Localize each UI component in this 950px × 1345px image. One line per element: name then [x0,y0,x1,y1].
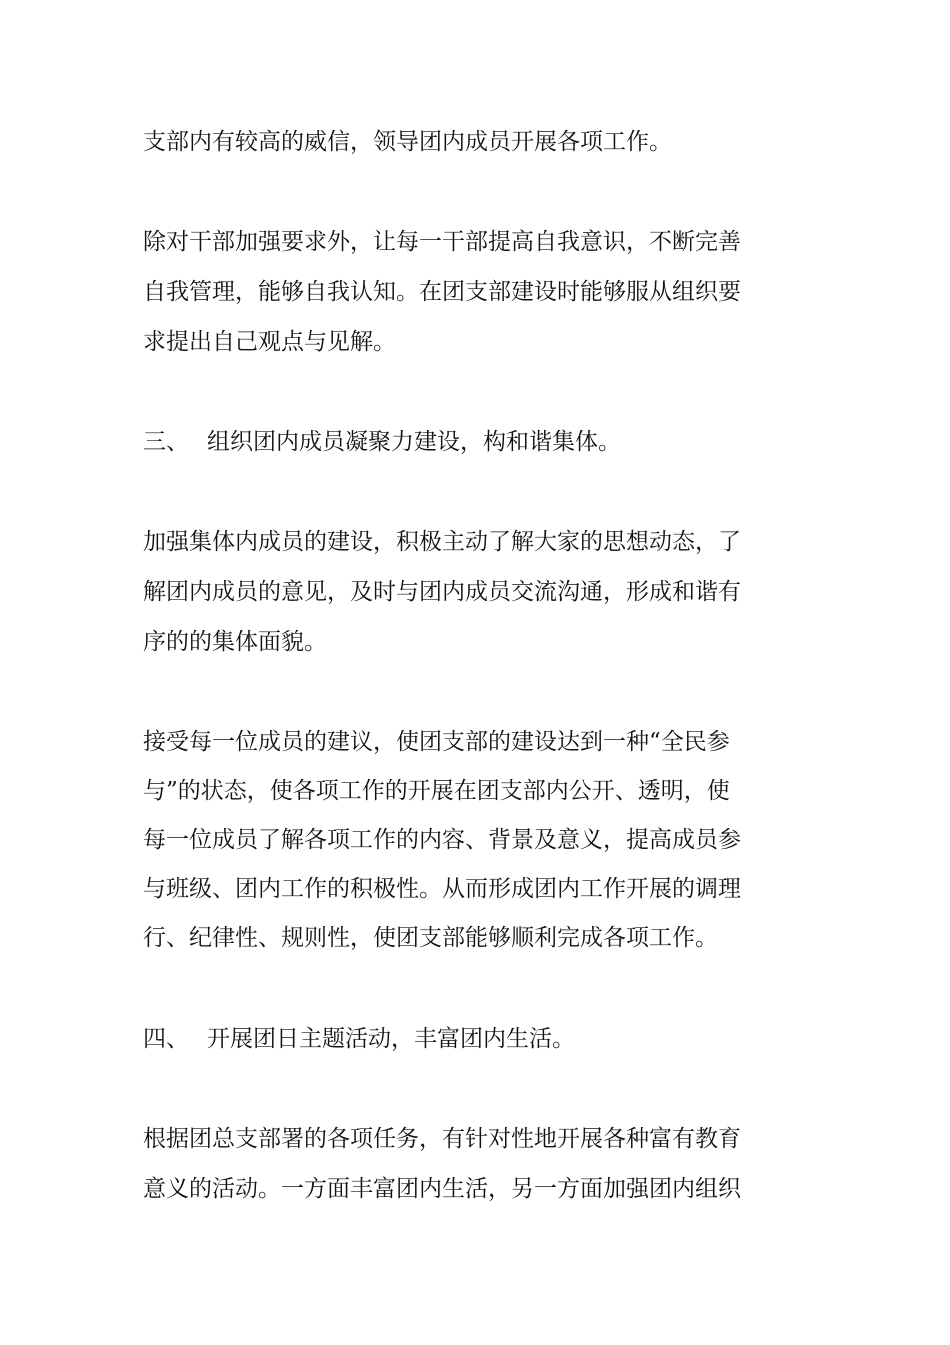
section-heading [143,1019,575,1059]
paragraph-line: 与班级、团内工作的积极性。从而形成团内工作开展的调理 [143,876,741,902]
paragraph-line: 行、纪律性、规则性，使团支部能够顺利完成各项工作。 [143,925,718,951]
paragraph-line: 根据团总支部署的各项任务，有针对性地开展各种富有教育 [143,1126,741,1152]
paragraph-line: 解团内成员的意见，及时与团内成员交流沟通，形成和谐有 [143,579,741,605]
paragraph-line: 自我管理，能够自我认知。在团支部建设时能够服从组织要 [143,279,741,305]
section-number: 四、 [143,1026,189,1052]
paragraph-line: 序的的集体面貌。 [143,629,327,655]
paragraph-line: 接受每一位成员的建议，使团支部的建设达到一种“全民参 [143,729,730,755]
section-title: 开展团日主题活动，丰富团内生活。 [207,1026,575,1052]
paragraph-line: 求提出自己观点与见解。 [143,329,396,355]
paragraph-line: 支部内有较高的威信，领导团内成员开展各项工作。 [143,129,672,155]
paragraph-line: 与”的状态，使各项工作的开展在团支部内公开、透明，使 [143,778,730,804]
section-number: 三、 [143,429,189,455]
section-title: 组织团内成员凝聚力建设，构和谐集体。 [207,429,621,455]
paragraph-line: 意义的活动。一方面丰富团内生活，另一方面加强团内组织 [143,1176,741,1202]
paragraph-line: 加强集体内成员的建设，积极主动了解大家的思想动态，了 [143,529,741,555]
section-heading [143,422,621,462]
paragraph-line: 除对干部加强要求外，让每一干部提高自我意识，不断完善 [143,229,741,255]
paragraph-line: 每一位成员了解各项工作的内容、背景及意义，提高成员参 [143,827,741,853]
